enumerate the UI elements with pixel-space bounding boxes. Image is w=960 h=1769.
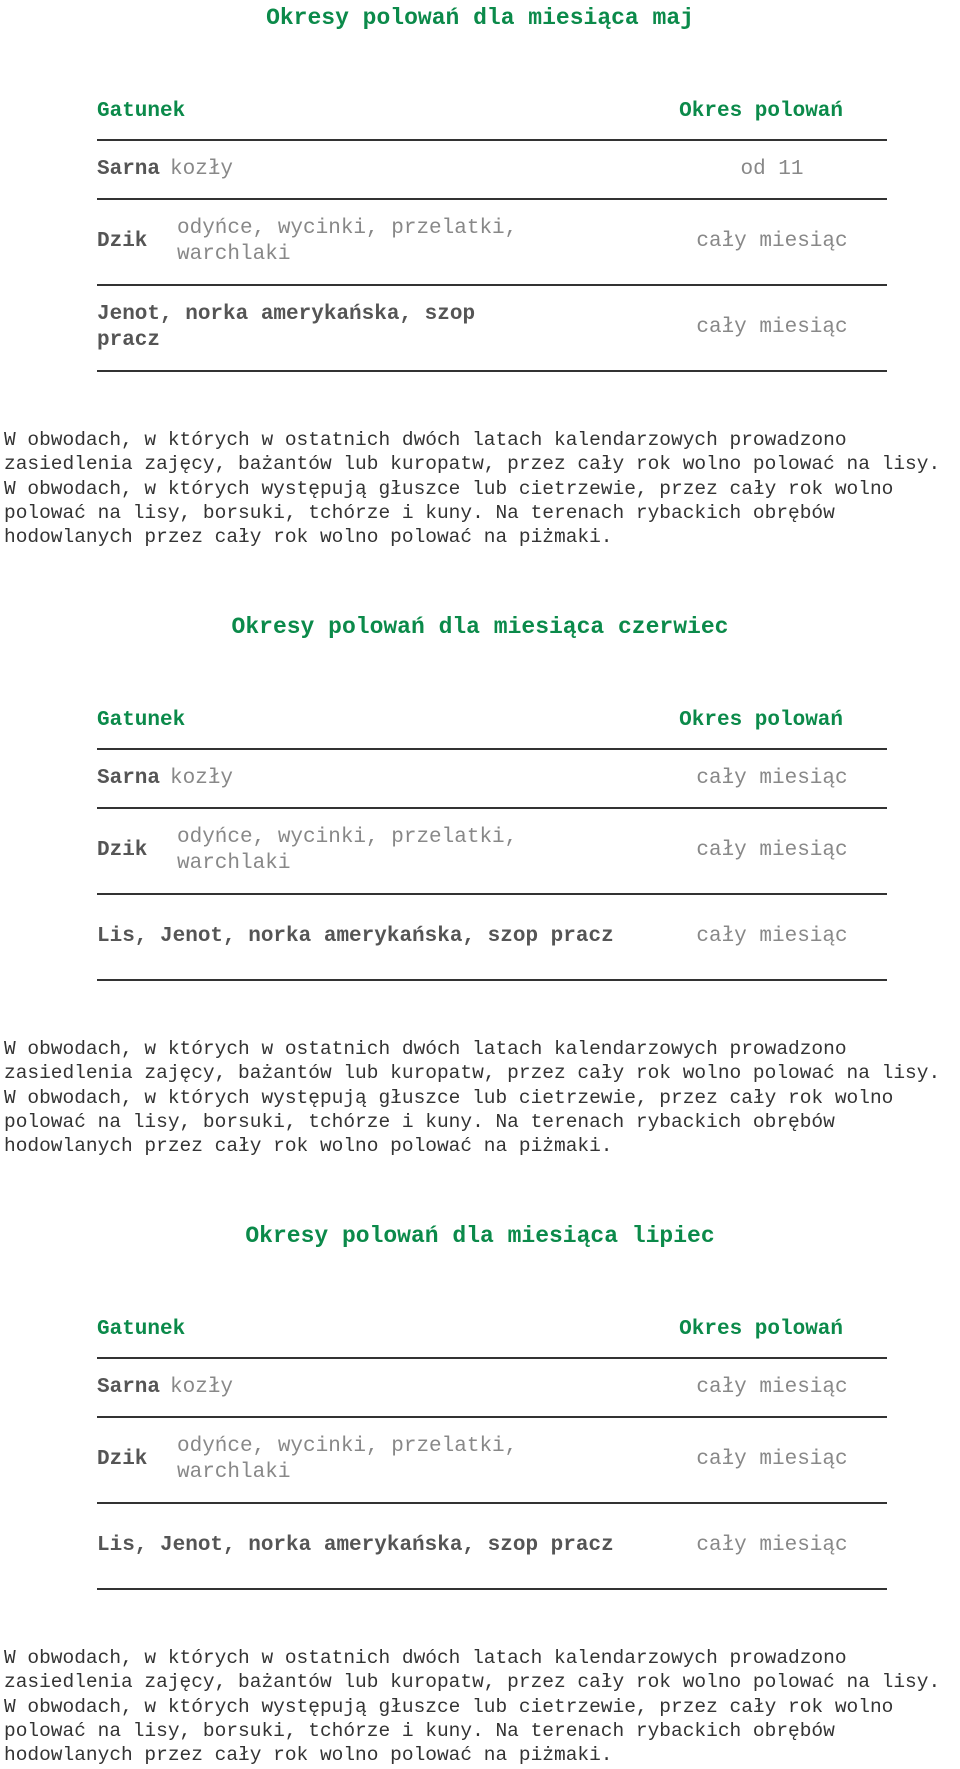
table-header-row xyxy=(97,692,887,749)
table-row xyxy=(97,749,887,808)
period-cell: cały miesiąc xyxy=(657,749,887,808)
species-detail: kozły xyxy=(170,1375,234,1399)
table-row xyxy=(97,199,887,285)
period-cell: cały miesiąc xyxy=(657,285,887,371)
species-detail: kozły xyxy=(170,157,234,181)
period-cell: od 11 xyxy=(657,140,887,199)
section-title: Okresy polowań dla miesiąca lipiec xyxy=(245,1223,715,1249)
species-detail: odyńce, wycinki, przelatki, warchlaki xyxy=(177,217,518,266)
period-cell: cały miesiąc xyxy=(657,199,887,285)
section-title: Okresy polowań dla miesiąca czerwiec xyxy=(231,614,729,640)
table-row xyxy=(97,1358,887,1417)
hunting-table xyxy=(97,692,887,981)
species-name: Sarna xyxy=(97,157,161,181)
hunting-table xyxy=(97,1301,887,1590)
table-row xyxy=(97,140,887,199)
species-name: Sarna xyxy=(97,1375,161,1399)
table-header-row xyxy=(97,1301,887,1358)
table-row xyxy=(97,808,887,894)
table-row xyxy=(97,285,887,371)
species-detail: kozły xyxy=(170,766,234,790)
header-period: Okres polowań xyxy=(657,83,887,140)
species-name: Jenot, norka amerykańska, szop pracz xyxy=(97,303,476,352)
header-period: Okres polowań xyxy=(657,1301,887,1358)
table-header-row xyxy=(97,83,887,140)
section-title: Okresy polowań dla miesiąca maj xyxy=(266,5,694,31)
period-cell: cały miesiąc xyxy=(657,1358,887,1417)
period-cell: cały miesiąc xyxy=(657,808,887,894)
period-cell: cały miesiąc xyxy=(657,1503,887,1589)
header-species: Gatunek xyxy=(97,83,657,140)
species-name: Dzik xyxy=(97,839,148,862)
table-row xyxy=(97,894,887,980)
hunting-note: W obwodach, w których w ostatnich dwóch latach kalendarzowych prowadzono zasiedlenia zajęcy, bażantów lub kuropatw, przez cały rok wolno polować na lisy. W obwodach, w których występują głuszce lub cietrzewie, przez cały rok wolno polować na lisy, borsuki, tchórze i kuny. Na terenach rybackich obrębów hodowlanych przez cały rok wolno polować na piżmaki. xyxy=(4,1038,941,1158)
header-species: Gatunek xyxy=(97,1301,657,1358)
species-name: Lis, Jenot, norka amerykańska, szop pracz xyxy=(97,1534,614,1557)
header-species: Gatunek xyxy=(97,692,657,749)
species-name: Dzik xyxy=(97,1448,148,1471)
header-period: Okres polowań xyxy=(657,692,887,749)
hunting-table xyxy=(97,83,887,372)
species-name: Sarna xyxy=(97,766,161,790)
species-name: Lis, Jenot, norka amerykańska, szop pracz xyxy=(97,925,614,948)
table-row xyxy=(97,1503,887,1589)
hunting-note: W obwodach, w których w ostatnich dwóch latach kalendarzowych prowadzono zasiedlenia zajęcy, bażantów lub kuropatw, przez cały rok wolno polować na lisy. W obwodach, w których występują głuszce lub cietrzewie, przez cały rok wolno polować na lisy, borsuki, tchórze i kuny. Na terenach rybackich obrębów hodowlanych przez cały rok wolno polować na piżmaki. xyxy=(4,1647,941,1767)
period-cell: cały miesiąc xyxy=(657,1417,887,1503)
species-detail: odyńce, wycinki, przelatki, warchlaki xyxy=(177,826,518,875)
species-name: Dzik xyxy=(97,230,148,253)
period-cell: cały miesiąc xyxy=(657,894,887,980)
species-detail: odyńce, wycinki, przelatki, warchlaki xyxy=(177,1435,518,1484)
table-row xyxy=(97,1417,887,1503)
hunting-note: W obwodach, w których w ostatnich dwóch latach kalendarzowych prowadzono zasiedlenia zajęcy, bażantów lub kuropatw, przez cały rok wolno polować na lisy. W obwodach, w których występują głuszce lub cietrzewie, przez cały rok wolno polować na lisy, borsuki, tchórze i kuny. Na terenach rybackich obrębów hodowlanych przez cały rok wolno polować na piżmaki. xyxy=(4,429,941,549)
